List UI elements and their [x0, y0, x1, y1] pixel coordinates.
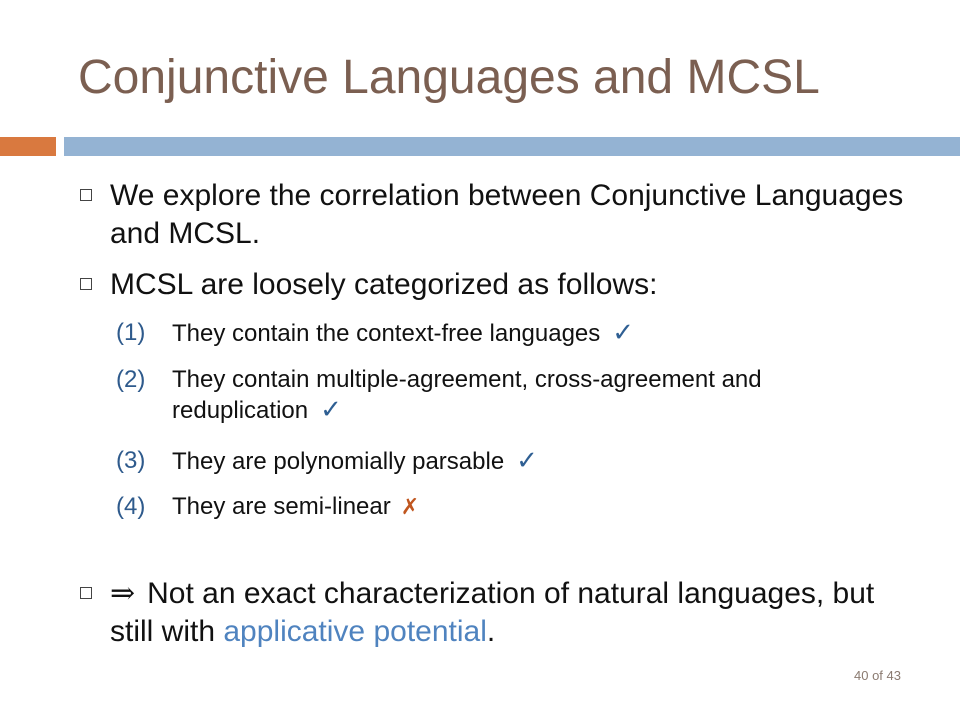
square-bullet-icon [80, 189, 92, 201]
slide-title: Conjunctive Languages and MCSL [78, 51, 820, 104]
item-text: They contain the context-free languages [172, 320, 601, 347]
implies-arrow-icon: ⇒ [110, 576, 136, 611]
item-text-wrap [172, 446, 892, 477]
bullet-text: We explore the correlation between Conjunctive Languages and MCSL. [110, 179, 904, 250]
item-text: They are semi-linear [172, 493, 391, 520]
item-number: (4) [116, 493, 146, 520]
item-number: (1) [116, 319, 146, 346]
item-text-wrap [172, 365, 892, 426]
page-indicator: 40 of 43 [854, 668, 901, 683]
square-bullet-icon [80, 278, 92, 290]
check-icon: ✓ [612, 318, 635, 348]
cross-icon: ✗ [400, 495, 420, 520]
item-text: They contain multiple-agreement, cross-agreement and reduplication [172, 366, 762, 424]
conclusion-text-before: Not an exact characterization of natural languages, but still with [110, 577, 875, 648]
item-number: (3) [116, 447, 146, 474]
square-bullet-icon [80, 587, 92, 599]
conclusion-highlight: applicative potential [223, 615, 487, 648]
check-icon: ✓ [516, 446, 538, 476]
conclusion-text [110, 575, 910, 651]
item-text-wrap [172, 492, 892, 523]
item-text-wrap [172, 318, 892, 349]
item-number: (2) [116, 366, 146, 393]
check-icon: ✓ [320, 395, 342, 425]
conclusion-text-after: . [486, 615, 496, 648]
item-text: They are polynomially parsable [172, 448, 505, 475]
bullet-text: MCSL are loosely categorized as follows: [110, 268, 658, 301]
